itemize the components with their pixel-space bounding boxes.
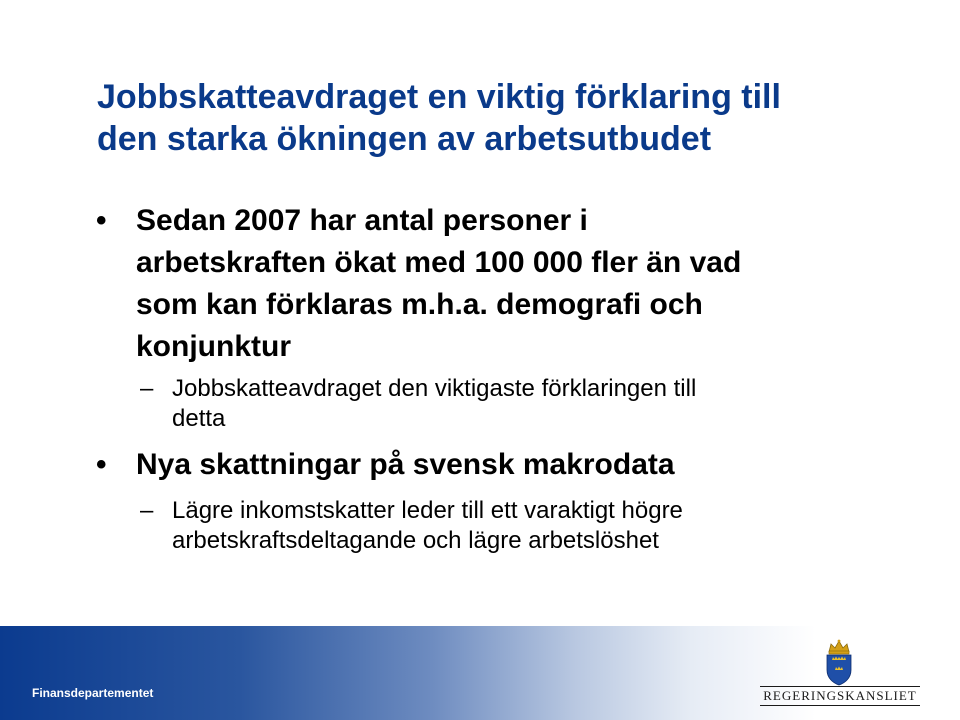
sub-bullet-text-line: arbetskraftsdeltagande och lägre arbetslöshet [172, 527, 659, 554]
bullet-item [96, 200, 856, 368]
slide-title [97, 76, 897, 160]
bullet-list [96, 200, 856, 556]
sub-bullet-text-line: Lägre inkomstskatter leder till ett varaktigt högre [172, 497, 683, 524]
bullet-text-line: Sedan 2007 har antal personer i [136, 204, 588, 237]
footer-band [0, 626, 960, 720]
department-label: Finansdepartementet [32, 686, 154, 700]
bullet-text-line: konjunktur [136, 330, 291, 363]
logo-wordmark: REGERINGSKANSLIET [763, 688, 917, 703]
title-line: Jobbskatteavdraget en viktig förklaring till [97, 78, 781, 116]
sub-bullet-item [96, 496, 856, 556]
regeringskansliet-logo [760, 634, 920, 716]
bullet-marker: • [96, 448, 107, 481]
bullet-text-line: som kan förklaras m.h.a. demografi och [136, 288, 703, 321]
sub-bullet-text-line: Jobbskatteavdraget den viktigaste förklaringen till [172, 375, 697, 402]
sub-bullet-item [96, 374, 856, 434]
bullet-text-line: arbetskraften ökat med 100 000 fler än vad [136, 246, 742, 279]
bullet-marker: • [96, 204, 107, 237]
logo-rule [760, 686, 920, 687]
dash-marker: – [140, 375, 154, 402]
sub-bullet-text-line: detta [172, 405, 226, 432]
bullet-text-line: Nya skattningar på svensk makrodata [136, 448, 675, 481]
crest-icon [822, 638, 856, 686]
logo-rule [760, 705, 920, 706]
bullet-item [96, 444, 856, 486]
dash-marker: – [140, 497, 154, 524]
title-line: den starka ökningen av arbetsutbudet [97, 120, 712, 158]
